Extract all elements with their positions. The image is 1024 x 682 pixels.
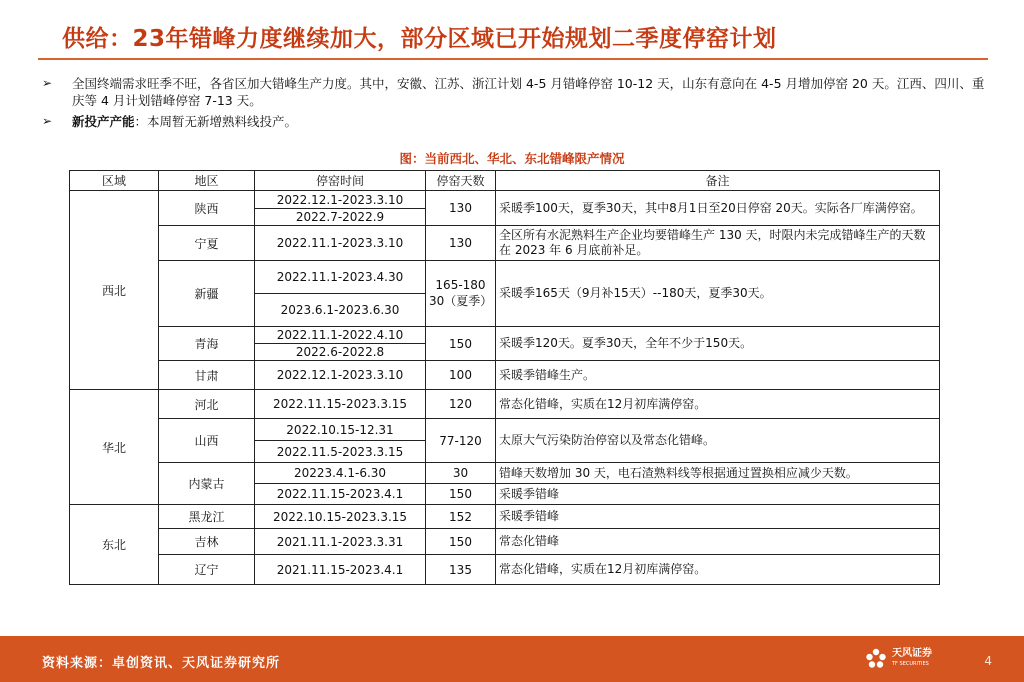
days-cell: 100 [426, 361, 496, 390]
area-cell: 吉林 [159, 529, 255, 555]
days-cell: 130 [426, 226, 496, 261]
header-area: 地区 [159, 171, 255, 191]
time-cell: 2023.6.1-2023.6.30 [255, 294, 426, 327]
footer-bar [0, 636, 1024, 682]
logo-en-text: TF SECURITIES [892, 661, 929, 667]
area-cell: 陕西 [159, 191, 255, 226]
area-cell: 内蒙古 [159, 463, 255, 505]
region-cell: 东北 [70, 505, 159, 585]
area-cell: 山西 [159, 419, 255, 463]
note-cell: 采暖季错峰 [496, 505, 940, 529]
shutdown-table [69, 170, 940, 585]
header-days: 停窑天数 [426, 171, 496, 191]
time-cell: 2022.7-2022.9 [255, 209, 426, 226]
time-cell: 2021.11.15-2023.4.1 [255, 555, 426, 585]
table-row [70, 361, 940, 390]
time-cell: 2022.11.1-2023.4.30 [255, 261, 426, 294]
area-cell: 黑龙江 [159, 505, 255, 529]
time-cell: 2022.6-2022.8 [255, 344, 426, 361]
page-number: 4 [984, 654, 992, 668]
arrow-bullet-icon: ➢ [42, 76, 53, 90]
table-header-row [70, 171, 940, 191]
table-row [70, 463, 940, 484]
area-cell: 甘肃 [159, 361, 255, 390]
bullet-bold-label: 新投产产能 [72, 114, 135, 129]
note-cell: 采暖季165天（9月补15天）--180天，夏季30天。 [496, 261, 940, 327]
time-cell: 2022.10.15-2023.3.15 [255, 505, 426, 529]
title-divider [38, 58, 988, 60]
area-cell: 新疆 [159, 261, 255, 327]
figure-caption: 图：当前西北、华北、东北错峰限产情况 [399, 151, 625, 166]
bullet-text: 全国终端需求旺季不旺，各省区加大错峰生产力度。其中，安徽、江苏、浙江计划 4-5 月错峰停窑 10-12 天，山东有意向在 4-5 月增加停窑 20 天。江西、四川、重庆等 4 月计划错峰停窑 7-13 天。 [72, 76, 985, 108]
region-cell: 华北 [70, 390, 159, 505]
days-value: 165-180 [435, 278, 486, 292]
bullet-text: ：本周暂无新增熟料线投产。 [134, 114, 298, 129]
company-logo [864, 647, 932, 671]
note-cell: 错峰天数增加 30 天，电石渣熟料线等根据通过置换相应减少天数。 [496, 463, 940, 484]
header-note: 备注 [496, 171, 940, 191]
days-cell [426, 261, 496, 327]
note-cell: 全区所有水泥熟料生产企业均要错峰生产 130 天，时限内未完成错峰生产的天数在 2023 年 6 月底前补足。 [496, 226, 940, 261]
note-cell: 常态化错峰 [496, 529, 940, 555]
time-cell: 2022.11.15-2023.4.1 [255, 484, 426, 505]
days-cell: 150 [426, 529, 496, 555]
note-cell: 采暖季120天。夏季30天，全年不少于150天。 [496, 327, 940, 361]
days-cell: 150 [426, 484, 496, 505]
table-row [70, 555, 940, 585]
note-cell: 采暖季错峰 [496, 484, 940, 505]
source-note: 资料来源：卓创资讯、天风证券研究所 [42, 656, 281, 671]
arrow-bullet-icon: ➢ [42, 114, 53, 128]
note-cell: 常态化错峰，实质在12月初库满停窑。 [496, 555, 940, 585]
area-cell: 宁夏 [159, 226, 255, 261]
table-row [70, 529, 940, 555]
table-row [70, 226, 940, 261]
note-cell: 采暖季错峰生产。 [496, 361, 940, 390]
area-cell: 辽宁 [159, 555, 255, 585]
area-cell: 青海 [159, 327, 255, 361]
flower-logo-icon [864, 647, 888, 671]
time-cell: 20223.4.1-6.30 [255, 463, 426, 484]
page-title: 供给：23年错峰力度继续加大，部分区域已开始规划二季度停窑计划 [62, 26, 777, 52]
bullet-item [42, 75, 992, 109]
time-cell: 2022.10.15-12.31 [255, 419, 426, 441]
days-cell: 30 [426, 463, 496, 484]
time-cell: 2022.12.1-2023.3.10 [255, 191, 426, 209]
days-cell: 77-120 [426, 419, 496, 463]
days-cell: 152 [426, 505, 496, 529]
days-value: 30（夏季） [429, 294, 493, 308]
time-cell: 2022.11.15-2023.3.15 [255, 390, 426, 419]
bullet-list [42, 75, 992, 134]
table-row [70, 390, 940, 419]
days-cell: 120 [426, 390, 496, 419]
days-cell: 135 [426, 555, 496, 585]
time-cell: 2021.11.1-2023.3.31 [255, 529, 426, 555]
table-row [70, 419, 940, 441]
note-cell: 采暖季100天，夏季30天，其中8月1日至20日停窑 20天。实际各厂库满停窑。 [496, 191, 940, 226]
time-cell: 2022.11.1-2022.4.10 [255, 327, 426, 344]
table-row [70, 261, 940, 294]
logo-cn-text: 天风证券 [892, 648, 932, 659]
header-region: 区域 [70, 171, 159, 191]
region-cell: 西北 [70, 191, 159, 390]
table-row [70, 191, 940, 209]
table-row [70, 327, 940, 344]
header-time: 停窑时间 [255, 171, 426, 191]
note-cell: 太原大气污染防治停窑以及常态化错峰。 [496, 419, 940, 463]
note-cell: 常态化错峰，实质在12月初库满停窑。 [496, 390, 940, 419]
time-cell: 2022.12.1-2023.3.10 [255, 361, 426, 390]
days-cell: 130 [426, 191, 496, 226]
table-row [70, 505, 940, 529]
time-cell: 2022.11.5-2023.3.15 [255, 441, 426, 463]
days-cell: 150 [426, 327, 496, 361]
area-cell: 河北 [159, 390, 255, 419]
bullet-item [42, 113, 992, 130]
time-cell: 2022.11.1-2023.3.10 [255, 226, 426, 261]
